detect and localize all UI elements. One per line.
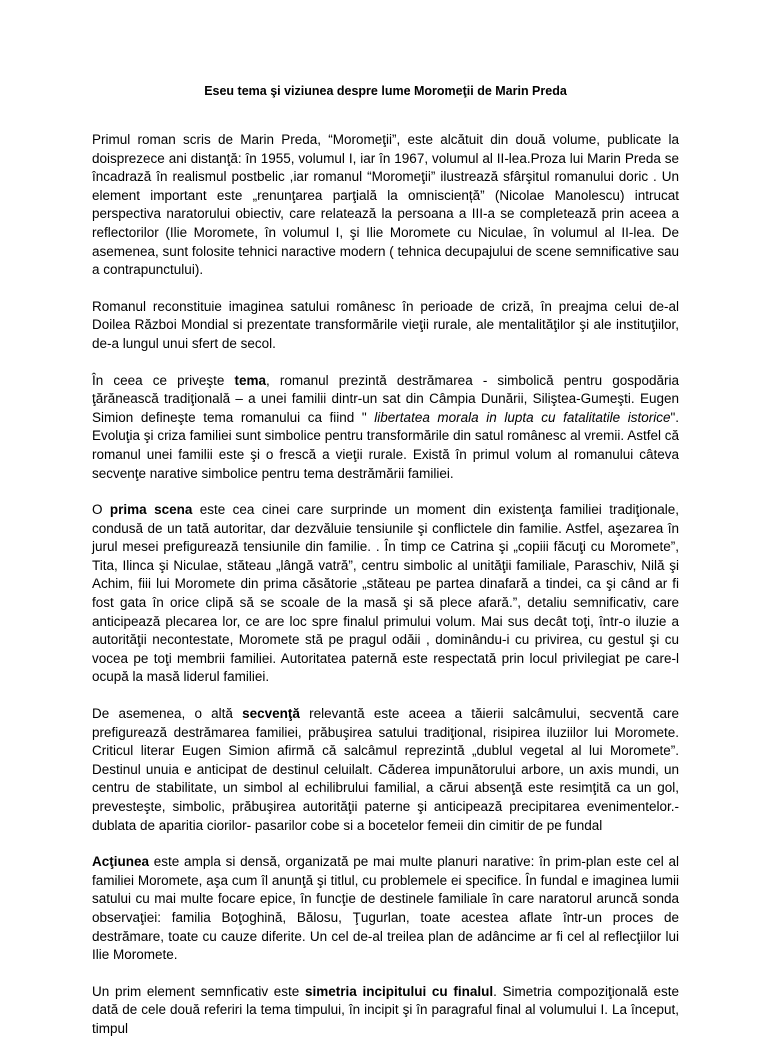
paragraph-text: este ampla si densă, organizată pe mai multe planuri narative: în prim-plan este cel al familiei Moromete, aşa cum îl anunţă şi titlul, cu problemele ei specifice. În fundal e imaginea lumii satului cu mai multe focare epice, în funcţie de destinele familiale în care naratorul aruncă sonda observaţiei: familia Boţoghină, Bălosu, Ţugurlan, toate acestea aflate într-un proces de destrămare, toate cu cauze diferite. Un cel de-al treilea plan de adâncime ar fi cel al reflecţiilor lui Ilie Moromete.	[92, 854, 679, 963]
paragraph-text: . Simetria compoziţională este dată de cele două referiri la tema timpului, în incipit şi în paragraful final al volumului I. La început, timpul	[92, 983, 679, 1036]
paragraph-context	[92, 298, 679, 354]
paragraph-text: relevantă este aceea a tăierii salcâmului, secventă care prefigurează destrămarea familiei, prăbuşirea satului tradiţional, risipirea iluziilor lui Moromete. Criticul literar Eugen Simion afirmă că salcâmul reprezintă „dublul vegetal al lui Moromete”. Destinul unuia e anticipat de destinul celuilalt. Căderea impunătorului arbore, un axis mundi, un centru de stabilitate, un simbol al echilibrului familial, a cărui absenţă este resimţită ca un gol, prevesteşte, simbolic, prăbuşirea autorităţii paterne şi anticipează precipitarea evenimentelor.-dublata de aparitia ciorilor- pasarilor cobe si a bocetelor femeii din cimitir de pe fundal	[92, 706, 679, 833]
paragraph-theme	[92, 372, 679, 484]
paragraph-action	[92, 853, 679, 965]
paragraph-first-scene	[92, 501, 679, 687]
bold-term: prima scena	[109, 502, 193, 518]
paragraph-text: , romanul prezintă destrămarea - simbolică pentru gospodăria ţărănească tradiţională – a unei familii dintr-un sat din Câmpia Dunării, Siliştea-Gumeşti. Eugen Simion defineşte tema romanului ca fiind "	[92, 372, 679, 425]
paragraph-text: O	[92, 502, 110, 518]
paragraph-second-sequence	[92, 705, 679, 835]
paragraph-symmetry	[92, 983, 679, 1039]
document-title: Eseu tema şi viziunea despre lume Moromeţii de Marin Preda	[204, 84, 567, 98]
paragraph-text: Romanul reconstituie imaginea satului românesc în perioade de criză, în preajma celui de-al Doilea Război Mondial si prezentate transformările vieţii rurale, ale mentalităţilor şi ale instituţiilor, de-a lungul unui sfert de secol.	[92, 298, 679, 351]
paragraph-intro	[92, 131, 679, 280]
paragraph-text: ". Evoluţia şi criza familiei sunt simbolice pentru transformările din satul românesc al vremii. Astfel că romanul unei familii este şi o frescă a vieţii rurale. Există în primul volum al romanului câteva secvenţe narative simbolice pentru tema destrămării familiei.	[92, 409, 680, 481]
paragraph-text: este cea cinei care surprinde un moment din existenţa familiei tradiţionale, condusă de un tată autoritar, dar dezvăluie tensiunile şi conflictele din familie. Astfel, aşezarea în jurul mesei prefigurează tensiunile din familie. . În timp ce Catrina şi „copiii făcuţi cu Moromete”, Tita, Ilinca şi Niculae, stăteau „lângă vatră”, centru simbolic al unităţii familiale, Paraschiv, Nilă şi Achim, fiii lui Moromete din prima căsătorie „stăteau pe partea dinafară a tindei, ca şi când ar fi fost gata în orice clipă să se scoale de la masă şi să plece afară.”, detaliu semnificativ, care anticipează plecarea lor, ce are loc spre finalul primului volum. Mai sus decât toţi, într-o iluzie a autorităţii necontestate, Moromete stă pe pragul odăii , dominându-i cu privirea, cu gestul şi cu vocea pe toţi membrii familiei. Autoritatea paternă este respectată prin locul privilegiat pe care-l ocupă la masă liderul familiei.	[92, 502, 679, 685]
paragraph-text: Primul roman scris de Marin Preda, “Moromeţii”, este alcătuit din două volume, publicate la doisprezece ani distanţă: în 1955, volumul I, iar în 1967, volumul al II-lea.Proza lui Marin Preda se încadrază în realismul postbelic ,iar romanul “Moromeţii” ilustrează sfârşitul romanului doric . Un element important este „renunţarea parţială la omnisciență” (Nicolae Manolescu) intrucat perspectiva naratorului obiectiv, care relatează la persoana a III-a se completează prin aceea a reflectorilor (Ilie Moromete, în volumul I, şi Ilie Moromete cu Niculae, în volumul al II-lea. De asemenea, sunt folosite tehnici naractive modern ( tehnica decupajului de scene semnificative sau a contrapunctului).	[92, 132, 679, 278]
italic-quote: libertatea morala in lupta cu fatalitatile istorice	[374, 409, 671, 425]
bold-term: simetria incipitului cu finalul	[305, 983, 494, 999]
bold-term: tema	[234, 372, 267, 388]
bold-term: secvenţă	[242, 706, 300, 722]
bold-term: Acţiunea	[92, 854, 150, 870]
paragraph-text: De asemenea, o altă	[92, 706, 243, 722]
paragraph-text: Un prim element semnficativ este	[92, 983, 306, 999]
paragraph-text: În ceea ce priveşte	[92, 372, 235, 388]
